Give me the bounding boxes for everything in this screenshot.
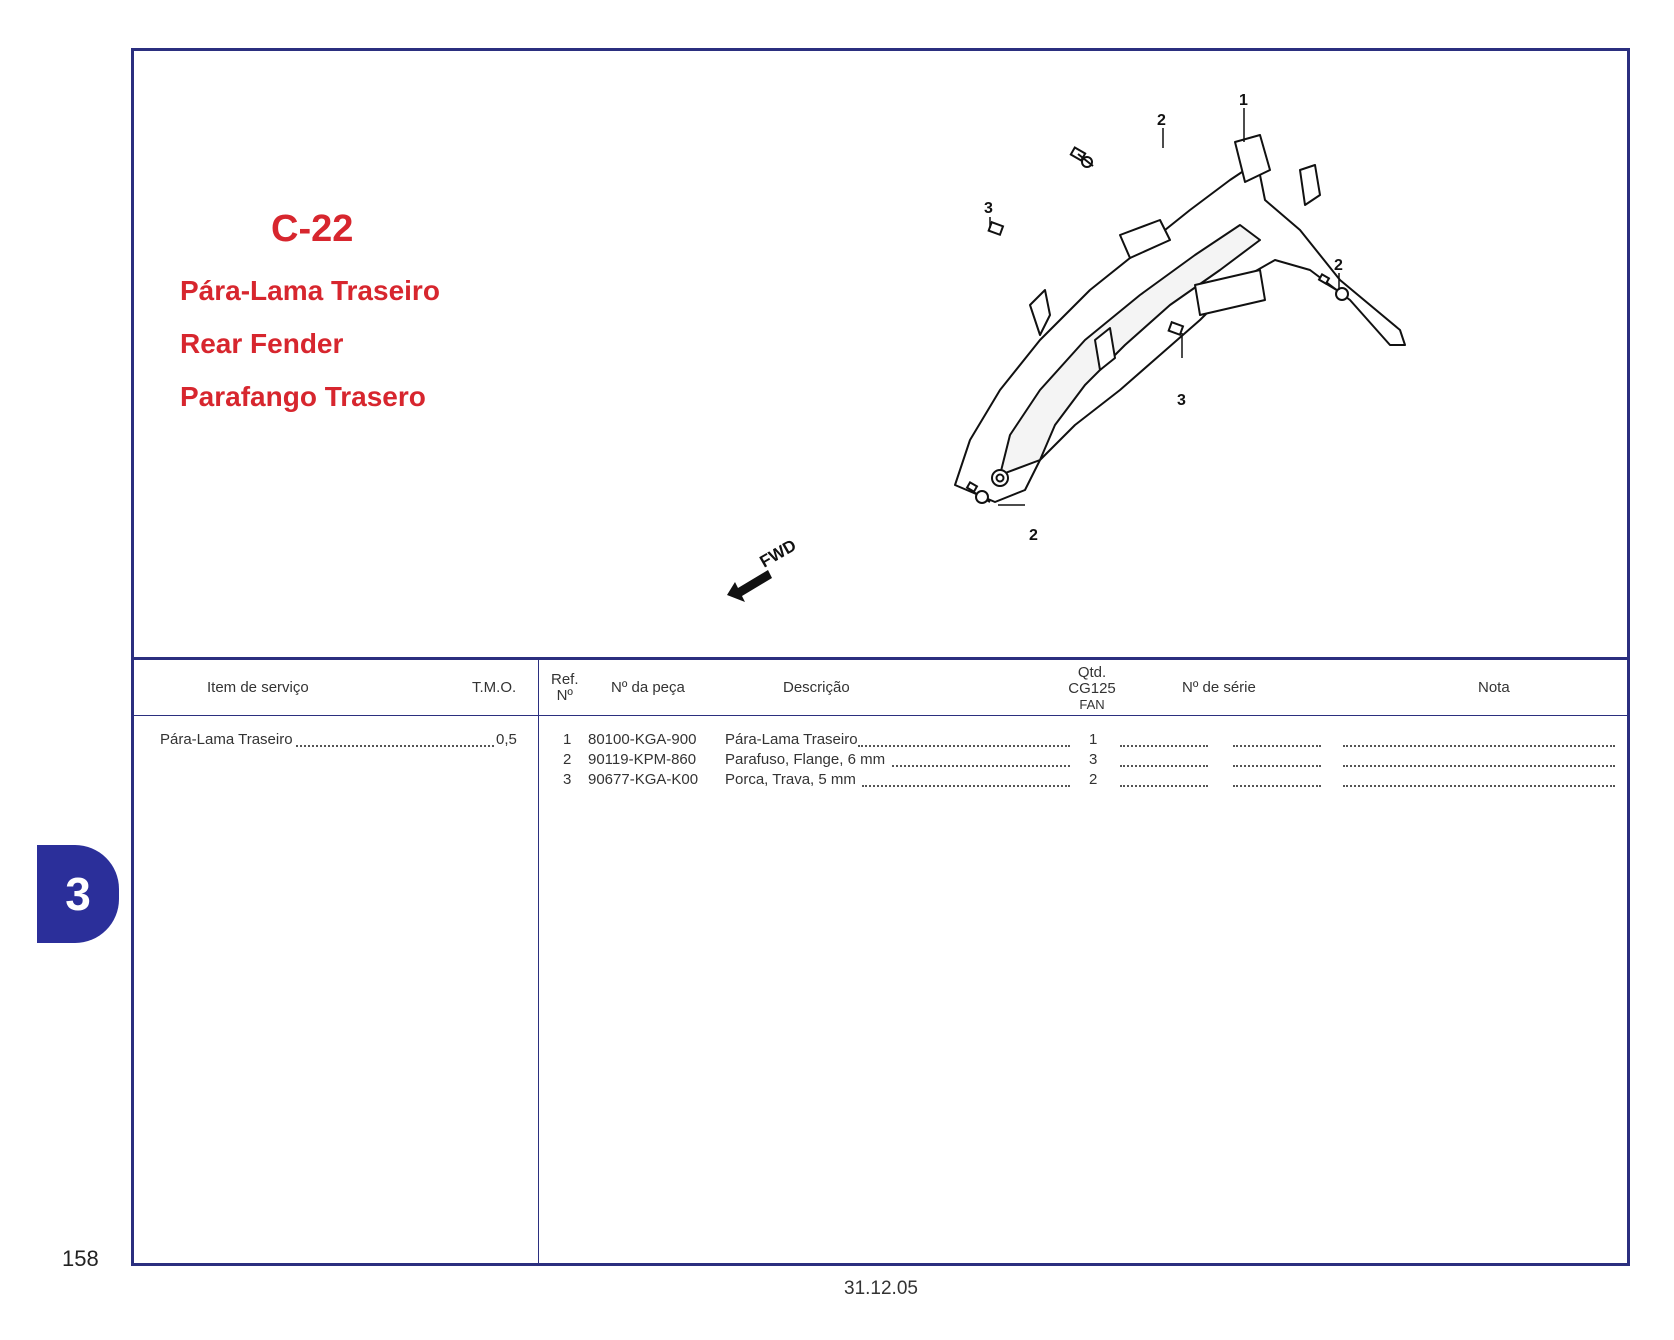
header-ref: Ref. Nº	[551, 671, 579, 704]
header-quantity: Qtd. CG125 FAN	[1068, 664, 1116, 712]
callout-3-right: 3	[1177, 392, 1186, 409]
header-tmo: T.M.O.	[472, 679, 517, 696]
service-item: Pára-Lama Traseiro	[160, 731, 293, 748]
row-description: Pára-Lama Traseiro	[725, 731, 858, 748]
callout-2-right: 2	[1334, 257, 1343, 274]
row-quantity: 3	[1089, 751, 1098, 768]
section-tab: 3	[37, 845, 119, 943]
row-part-number: 90677-KGA-K00	[588, 771, 699, 788]
nut-left	[989, 222, 1003, 235]
rear-fender-diagram	[700, 90, 1460, 620]
section-code: C-22	[271, 208, 354, 250]
table-column-divider	[538, 658, 539, 1266]
arrow-icon	[727, 570, 772, 602]
fwd-arrow	[727, 536, 800, 602]
row-part-number: 80100-KGA-900	[588, 731, 697, 748]
title-spanish: Parafango Trasero	[180, 381, 426, 412]
bracket-right	[1300, 165, 1320, 205]
publication-date: 31.12.05	[844, 1278, 918, 1299]
fwd-label: FWD	[756, 535, 800, 572]
header-serial-number: Nº de série	[1182, 679, 1256, 696]
page-number: 158	[62, 1246, 99, 1271]
row-ref: 2	[563, 751, 572, 768]
row-ref: 3	[563, 771, 572, 788]
callout-1: 1	[1239, 92, 1248, 109]
title-english: Rear Fender	[180, 328, 344, 359]
callout-2-top: 2	[1157, 112, 1166, 129]
row-part-number: 90119-KPM-860	[588, 751, 697, 768]
header-note: Nota	[1478, 679, 1510, 696]
row-description: Parafuso, Flange, 6 mm	[725, 751, 886, 768]
row-quantity: 1	[1089, 731, 1098, 748]
header-part-number: Nº da peça	[611, 679, 685, 696]
table-header-border	[131, 715, 1630, 716]
callout-2-bottom: 2	[1029, 527, 1038, 544]
row-quantity: 2	[1089, 771, 1098, 788]
title-portuguese: Pára-Lama Traseiro	[180, 275, 440, 306]
header-service-item: Item de serviço	[207, 679, 309, 696]
callout-3-left: 3	[984, 200, 993, 217]
header-description: Descrição	[783, 679, 850, 696]
service-tmo: 0,5	[496, 731, 517, 748]
row-description: Porca, Trava, 5 mm	[725, 771, 856, 788]
row-ref: 1	[563, 731, 572, 748]
bolt-top	[1071, 148, 1093, 167]
table-top-border	[131, 657, 1630, 660]
bracket-left	[1030, 290, 1050, 335]
